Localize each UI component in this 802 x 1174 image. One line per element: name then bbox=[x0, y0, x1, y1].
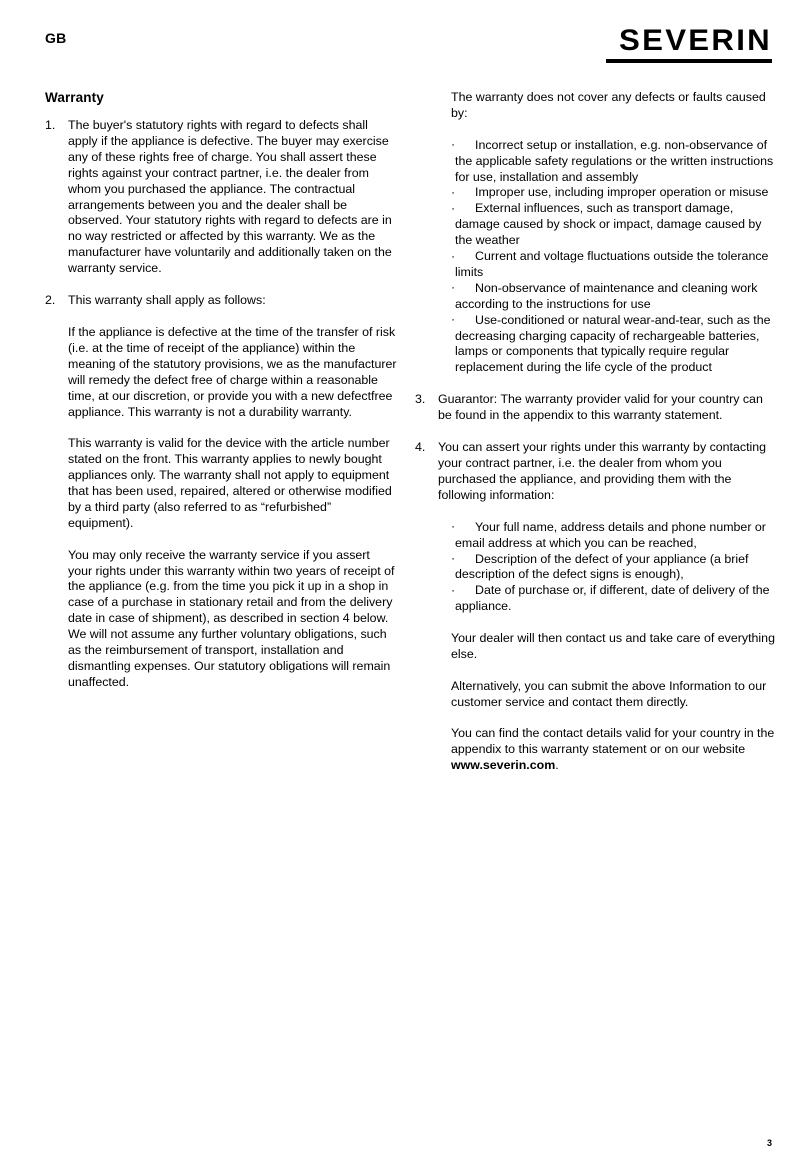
list-item bbox=[451, 552, 780, 584]
list-item bbox=[451, 138, 780, 186]
list-item-1-text: The buyer's statutory rights with regard to defects shall apply if the appliance is defective. The buyer may exercise any of these rights free of charge. You shall assert these rights against your contract partner, i.e. the dealer from whom you purchased the appliance. The contractual arrangements between you and the dealer shall be observed. Your statutory rights with regard to defects are in no way restricted or affected by this warranty. We as the manufacturer have voluntarily and additionally taken on the warranty service. bbox=[68, 118, 392, 276]
list-item bbox=[451, 249, 780, 281]
page-title: Warranty bbox=[45, 90, 104, 105]
brand-wordmark: SEVERIN bbox=[619, 24, 772, 57]
closing-block bbox=[451, 631, 780, 774]
bullet-dot-icon: · bbox=[451, 137, 456, 152]
exclusion-text-5: Non-observance of maintenance and cleaning work according to the instructions for use bbox=[455, 280, 758, 311]
bullet-dot-icon: · bbox=[451, 280, 456, 295]
bullet-dot-icon: · bbox=[451, 200, 456, 215]
list-item bbox=[451, 201, 780, 249]
list-item bbox=[451, 583, 780, 615]
closing-line-3-suffix: . bbox=[555, 758, 559, 773]
severin-logo bbox=[606, 26, 772, 63]
exclusion-text-4: Current and voltage fluctuations outside the tolerance limits bbox=[455, 249, 769, 279]
list-item-2 bbox=[45, 293, 397, 309]
exclusion-text-6: Use-conditioned or natural wear-and-tear, such as the decreasing charging capacity of rechargeable batteries, lamps or components that typically require regular replacement during the life cycle of the product bbox=[455, 312, 771, 375]
exclusion-text-1: Incorrect setup or installation, e.g. non-observance of the applicable safety regulations or the written instructions for use, installation and assembly bbox=[455, 137, 774, 184]
bullet-dot-icon: · bbox=[451, 184, 456, 199]
closing-line-3 bbox=[451, 726, 780, 774]
list-item-3 bbox=[415, 392, 780, 424]
closing-line-3-prefix: You can find the contact details valid for your country in the appendix to this warranty statement or on our website bbox=[451, 726, 775, 757]
item-2-paragraph-3: You may only receive the warranty service if you assert your rights under this warranty within two years of receipt of the appliance (e.g. from the time you pick it up in a shop in case of a purchase in stationary retail and from the delivery date in case of shipment), as described in section 4 below. We will not assume any further voluntary obligations, such as the reimbursement of transport, installation and dismantling expenses. Our statutory obligations will remain unaffected. bbox=[68, 547, 395, 689]
list-item bbox=[451, 185, 780, 201]
item-2-detail-block bbox=[68, 325, 397, 691]
list-item bbox=[451, 281, 780, 313]
bullet-dot-icon: · bbox=[451, 582, 456, 597]
list-item bbox=[451, 520, 780, 552]
right-column bbox=[415, 90, 780, 774]
list-item-1 bbox=[45, 118, 397, 277]
bullet-dot-icon: · bbox=[451, 551, 456, 566]
item-2-paragraph-2: This warranty is valid for the device with the article number stated on the front. This warranty applies to newly bought appliances only. The warranty shall not apply to equipment that has been used, repaired, altered or otherwise modified by a third party (also referred to as “refurbished” equipment). bbox=[68, 436, 392, 530]
exclusion-text-3: External influences, such as transport damage, damage caused by shock or impact, damage caused by the weather bbox=[455, 201, 762, 248]
bullet-dot-icon: · bbox=[451, 312, 456, 327]
exclusions-list bbox=[415, 138, 780, 377]
exclusions-intro-block bbox=[451, 90, 780, 122]
list-item-3-number: 3. bbox=[415, 392, 426, 407]
list-item-4-text: You can assert your rights under this warranty by contacting your contract partner, i.e. the dealer from whom you purchased the appliance, and providing them with the following information: bbox=[438, 440, 767, 502]
closing-line-1: Your dealer will then contact us and take care of everything else. bbox=[451, 631, 775, 661]
list-item-2-text: This warranty shall apply as follows: bbox=[68, 293, 266, 308]
exclusion-text-2: Improper use, including improper operation or misuse bbox=[475, 185, 769, 200]
language-code: GB bbox=[45, 30, 67, 46]
required-information-list bbox=[415, 520, 780, 615]
left-column bbox=[45, 90, 397, 691]
brand-underline-rule bbox=[606, 59, 772, 63]
list-item-4-number: 4. bbox=[415, 440, 426, 455]
list-item-3-text: Guarantor: The warranty provider valid for your country can be found in the appendix to this warranty statement. bbox=[438, 392, 763, 423]
required-info-text-2: Description of the defect of your appliance (a brief description of the defect signs is enough), bbox=[455, 551, 749, 582]
item-2-paragraph-1: If the appliance is defective at the time of the transfer of risk (i.e. at the time of receipt of the appliance) within the meaning of the statutory provisions, we as the manufacturer will remedy the defect free of charge within a reasonable time, at our discretion, or provide you with a new defectfree appliance. This warranty is not a durability warranty. bbox=[68, 324, 397, 419]
list-item-1-number: 1. bbox=[45, 118, 56, 132]
list-item-4 bbox=[415, 440, 780, 504]
severin-website-url: www.severin.com bbox=[451, 758, 556, 773]
required-info-text-3: Date of purchase or, if different, date of delivery of the appliance. bbox=[455, 583, 770, 614]
required-info-text-1: Your full name, address details and phone number or email address at which you can be reached, bbox=[455, 519, 766, 550]
closing-line-2: Alternatively, you can submit the above Information to our customer service and contact them directly. bbox=[451, 678, 767, 709]
list-item-2-number: 2. bbox=[45, 293, 56, 308]
bullet-dot-icon: · bbox=[451, 248, 456, 263]
exclusions-intro: The warranty does not cover any defects or faults caused by: bbox=[451, 90, 766, 120]
bullet-dot-icon: · bbox=[451, 519, 456, 534]
page-number: 3 bbox=[766, 1138, 772, 1148]
list-item bbox=[451, 313, 780, 377]
